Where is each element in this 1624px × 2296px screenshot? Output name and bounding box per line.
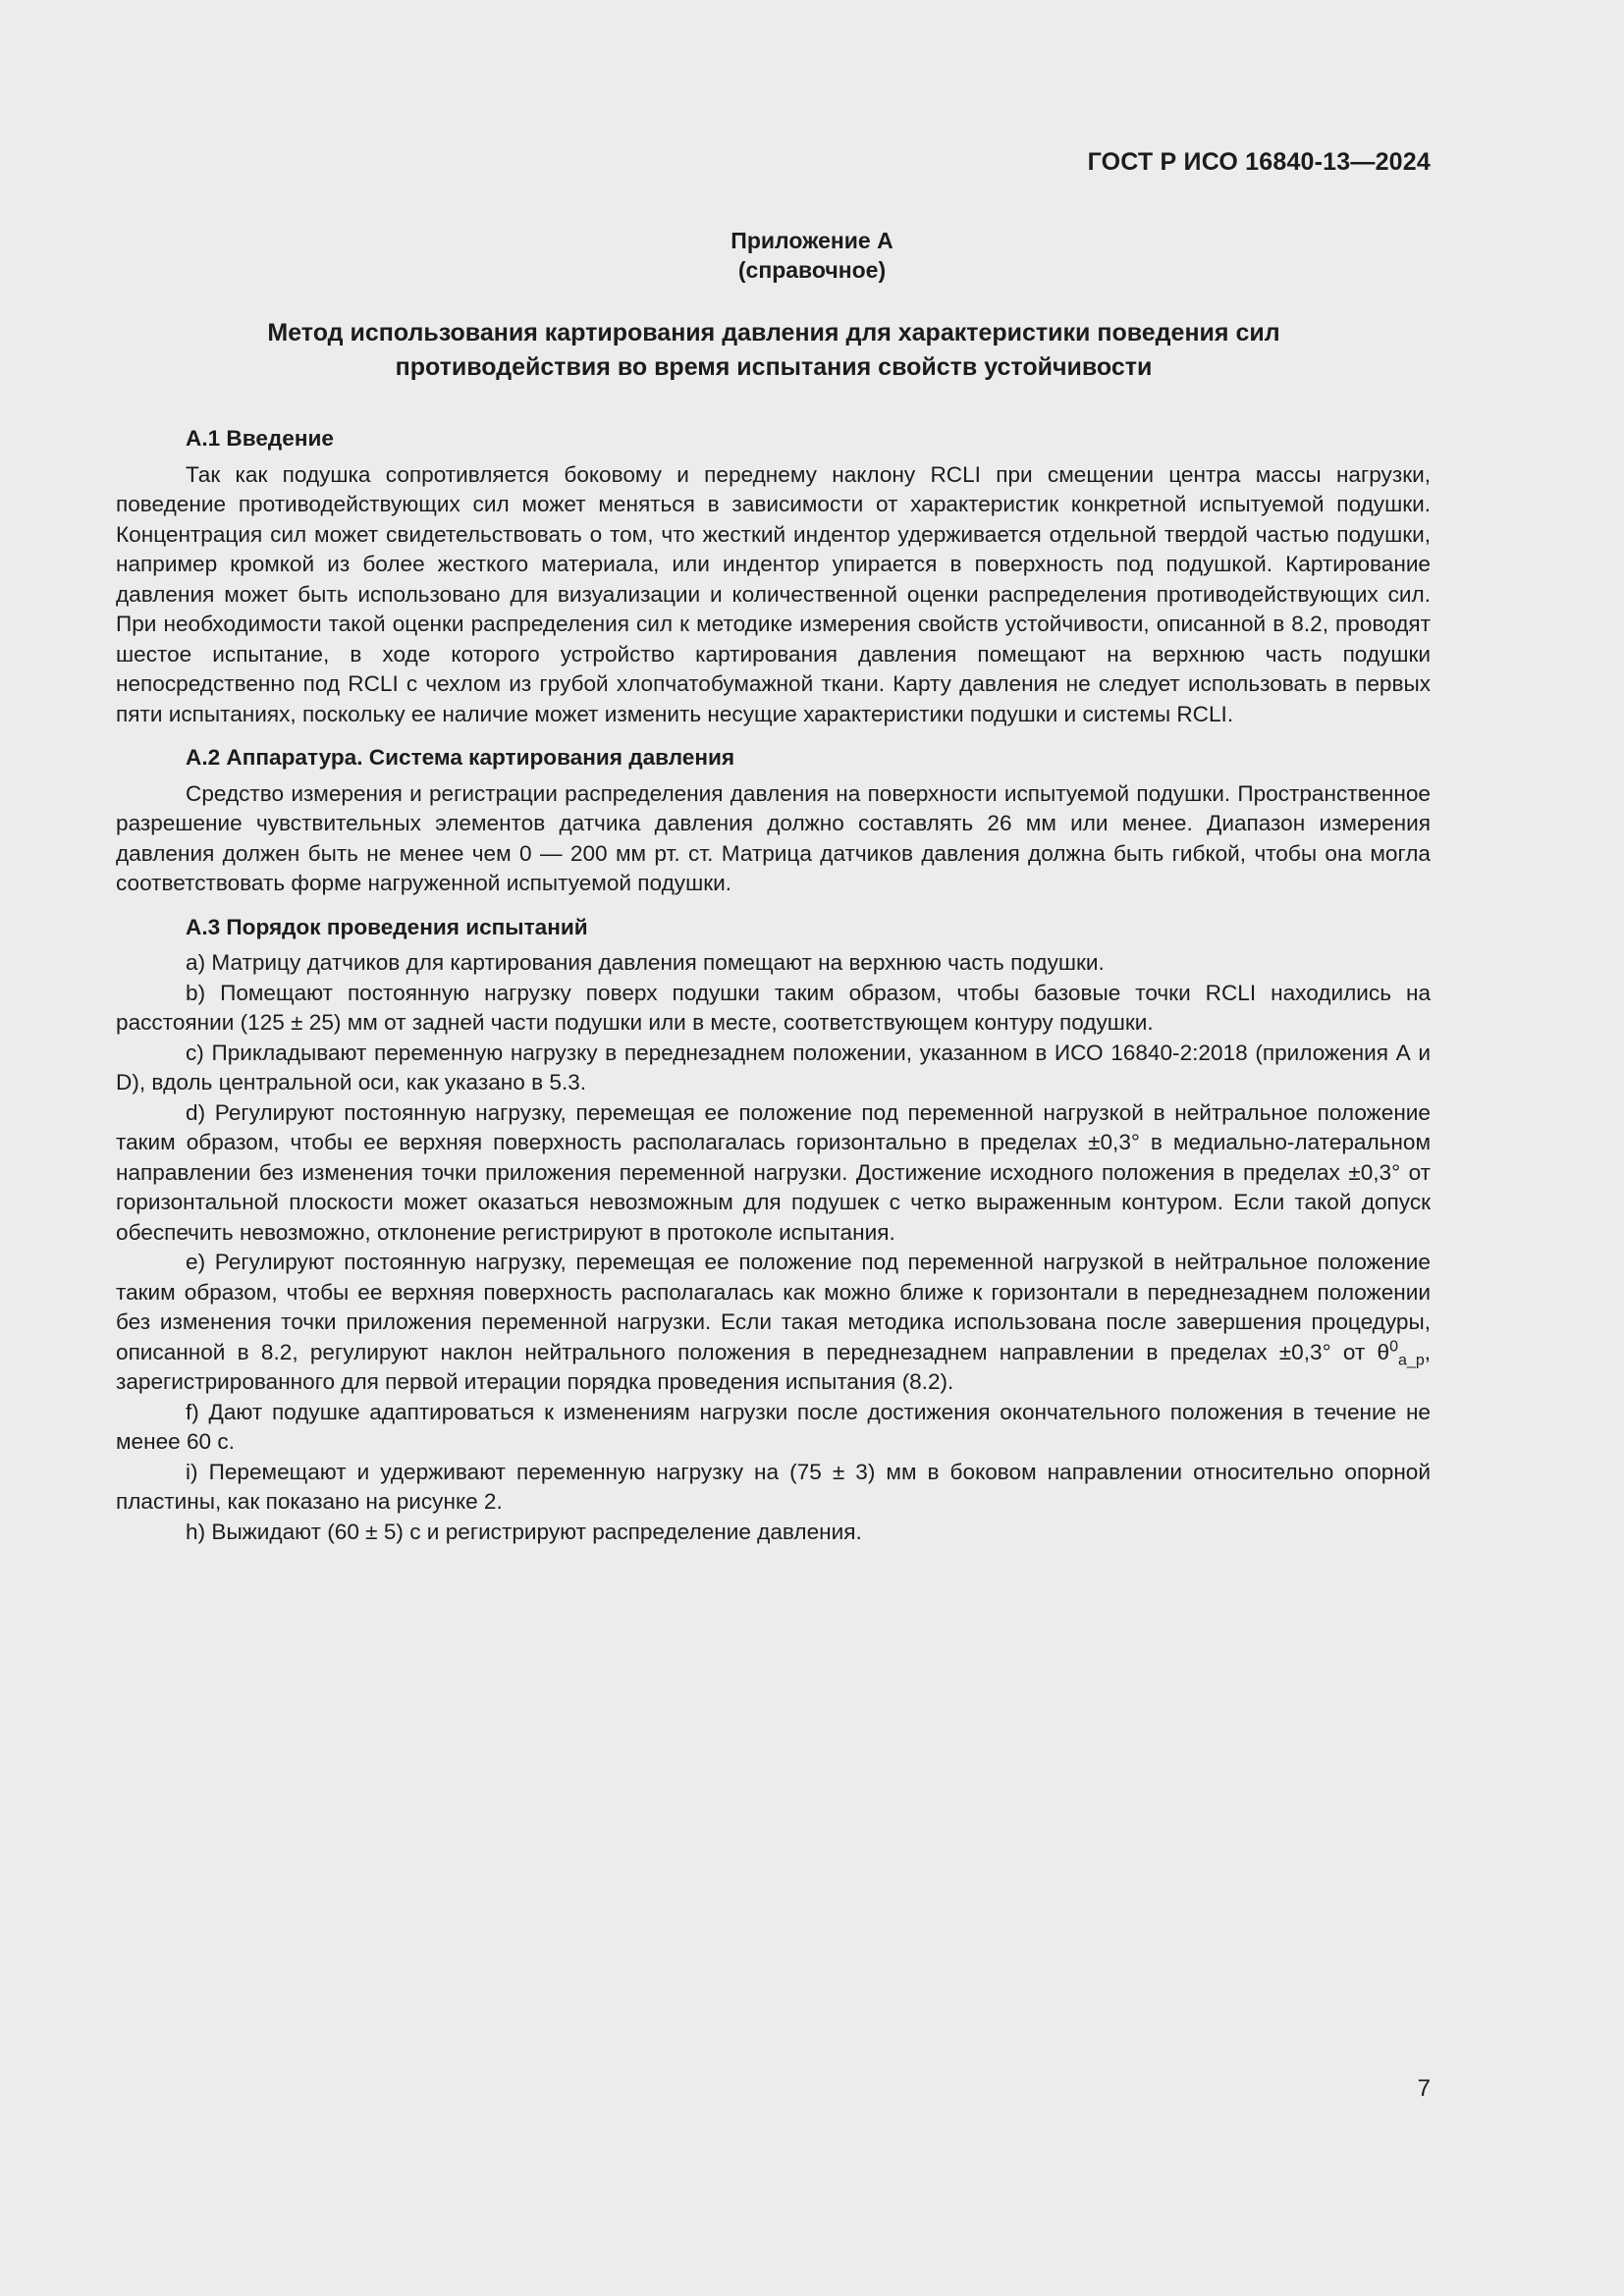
list-item-text-after: , зарегистрированного для первой итерации порядка проведения испытания (8.2). <box>116 1339 1431 1394</box>
section-text-a1: Так как подушка сопротивляется боковому и переднему наклону RCLI при смещении центра массы нагрузки, поведение противодействующих сил может меняться в зависимости от характеристик конкретной испытуемой подушки. Концентрация сил может свидетельствовать о том, что жесткий индентор удерживается отдельной твердой частью подушки, например кромкой из более жесткого материала, или индентор упирается в поверхность под подушкой. Картирование давления может быть использовано для визуализации и количественной оценки распределения противодействующих сил. При необходимости такой оценки распределения сил к методике измерения свойств устойчивости, описанной в 8.2, проводят шестое испытание, в ходе которого устройство картирования давления помещают на верхнюю часть подушки непосредственно под RCLI с чехлом из грубой хлопчатобумажной ткани. Карту давления не следует использовать в первых пяти испытаниях, поскольку ее наличие может изменить несущие характеристики подушки и системы RCLI. <box>116 461 1431 726</box>
list-item-text: Помещают постоянную нагрузку поверх подушки таким образом, чтобы базовые точки RCLI находились на расстоянии (125 ± 25) мм от задней части подушки или в месте, соответствующем контуру подушки. <box>116 980 1432 1035</box>
list-item-letter: e) <box>186 1250 206 1274</box>
list-item-text: Перемещают и удерживают переменную нагрузку на (75 ± 3) мм в боковом направлении относительно опорной пластины, как показано на рисунке 2. <box>116 1459 1431 1514</box>
section-heading-a1: А.1 Введение <box>186 426 334 451</box>
document-body <box>116 424 1431 1547</box>
list-item-e <box>116 1248 1431 1398</box>
annex-title: Приложение А <box>731 228 893 253</box>
list-item-letter: c) <box>186 1040 204 1065</box>
annex-block <box>0 226 1624 285</box>
list-item-letter: i) <box>186 1459 198 1484</box>
list-item-text: Матрицу датчиков для картирования давления помещают на верхнюю часть подушки. <box>211 950 1105 975</box>
section-heading-a3: А.3 Порядок проведения испытаний <box>186 914 588 939</box>
list-item-text: Прикладывают переменную нагрузку в переднезаднем положении, указанном в ИСО 16840-2:2018 (приложения А и D), вдоль центральной оси, как указано в 5.3. <box>116 1040 1431 1095</box>
list-item-letter: b) <box>186 980 206 1005</box>
list-item-letter: h) <box>186 1519 206 1544</box>
list-item-d <box>116 1098 1431 1249</box>
annex-type: (справочное) <box>737 257 887 283</box>
list-item-h <box>116 1518 1431 1548</box>
section-heading-a2: А.2 Аппаратура. Система картирования давления <box>186 745 735 770</box>
list-item-text: Дают подушке адаптироваться к изменениям нагрузки после достижения окончательного положения в течение не менее 60 с. <box>116 1399 1431 1454</box>
list-item-letter: f) <box>186 1399 199 1424</box>
list-item-letter: a) <box>186 950 206 975</box>
document-title-line-1: Метод использования картирования давления для характеристики поведения сил <box>267 319 1280 347</box>
theta-subscript: a_p <box>1398 1352 1425 1369</box>
list-item-letter: d) <box>186 1099 206 1125</box>
theta-superscript: 0 <box>1389 1337 1399 1355</box>
standard-designation: ГОСТ Р ИСО 16840-13—2024 <box>1087 148 1431 176</box>
list-item-f <box>116 1398 1431 1458</box>
page-number: 7 <box>1417 2075 1431 2102</box>
section-text-a2: Средство измерения и регистрации распределения давления на поверхности испытуемой подушки. Пространственное разрешение чувствительных элементов датчика давления должно составлять 26 мм или менее. Диапазон измерения давления должен быть не менее чем 0 — 200 мм рт. ст. Матрица датчиков давления должна быть гибкой, чтобы она могла соответствовать форме нагруженной испытуемой подушки. <box>116 780 1431 895</box>
list-item-text: Выжидают (60 ± 5) с и регистрируют распределение давления. <box>211 1519 862 1544</box>
list-item-c <box>116 1039 1431 1098</box>
list-item-i <box>116 1458 1431 1518</box>
document-title-line-2: противодействия во время испытания свойств устойчивости <box>395 353 1153 381</box>
list-item-a <box>116 948 1431 979</box>
list-item-b <box>116 979 1431 1039</box>
list-item-text-before: Регулируют постоянную нагрузку, перемещая ее положение под переменной нагрузкой в нейтральное положение таким образом, чтобы ее верхняя поверхность располагалась как можно ближе к горизонтали в переднезаднем положении без изменения точки приложения переменной нагрузки. Если такая методика использована после завершения процедуры, описанной в 8.2, регулируют наклон нейтрального положения в переднезаднем направлении в пределах ±0,3° от θ <box>116 1250 1431 1364</box>
list-item-text: Регулируют постоянную нагрузку, перемещая ее положение под переменной нагрузкой в нейтральное положение таким образом, чтобы ее верхняя поверхность располагалась горизонтально в пределах ±0,3° в медиально-латеральном направлении без изменения точки приложения переменной нагрузки. Достижение исходного положения в пределах ±0,3° от горизонтальной плоскости может оказаться невозможным для подушек с четко выраженным контуром. Если такой допуск обеспечить невозможно, отклонение регистрируют в протоколе испытания. <box>116 1099 1431 1245</box>
document-title <box>116 316 1432 385</box>
